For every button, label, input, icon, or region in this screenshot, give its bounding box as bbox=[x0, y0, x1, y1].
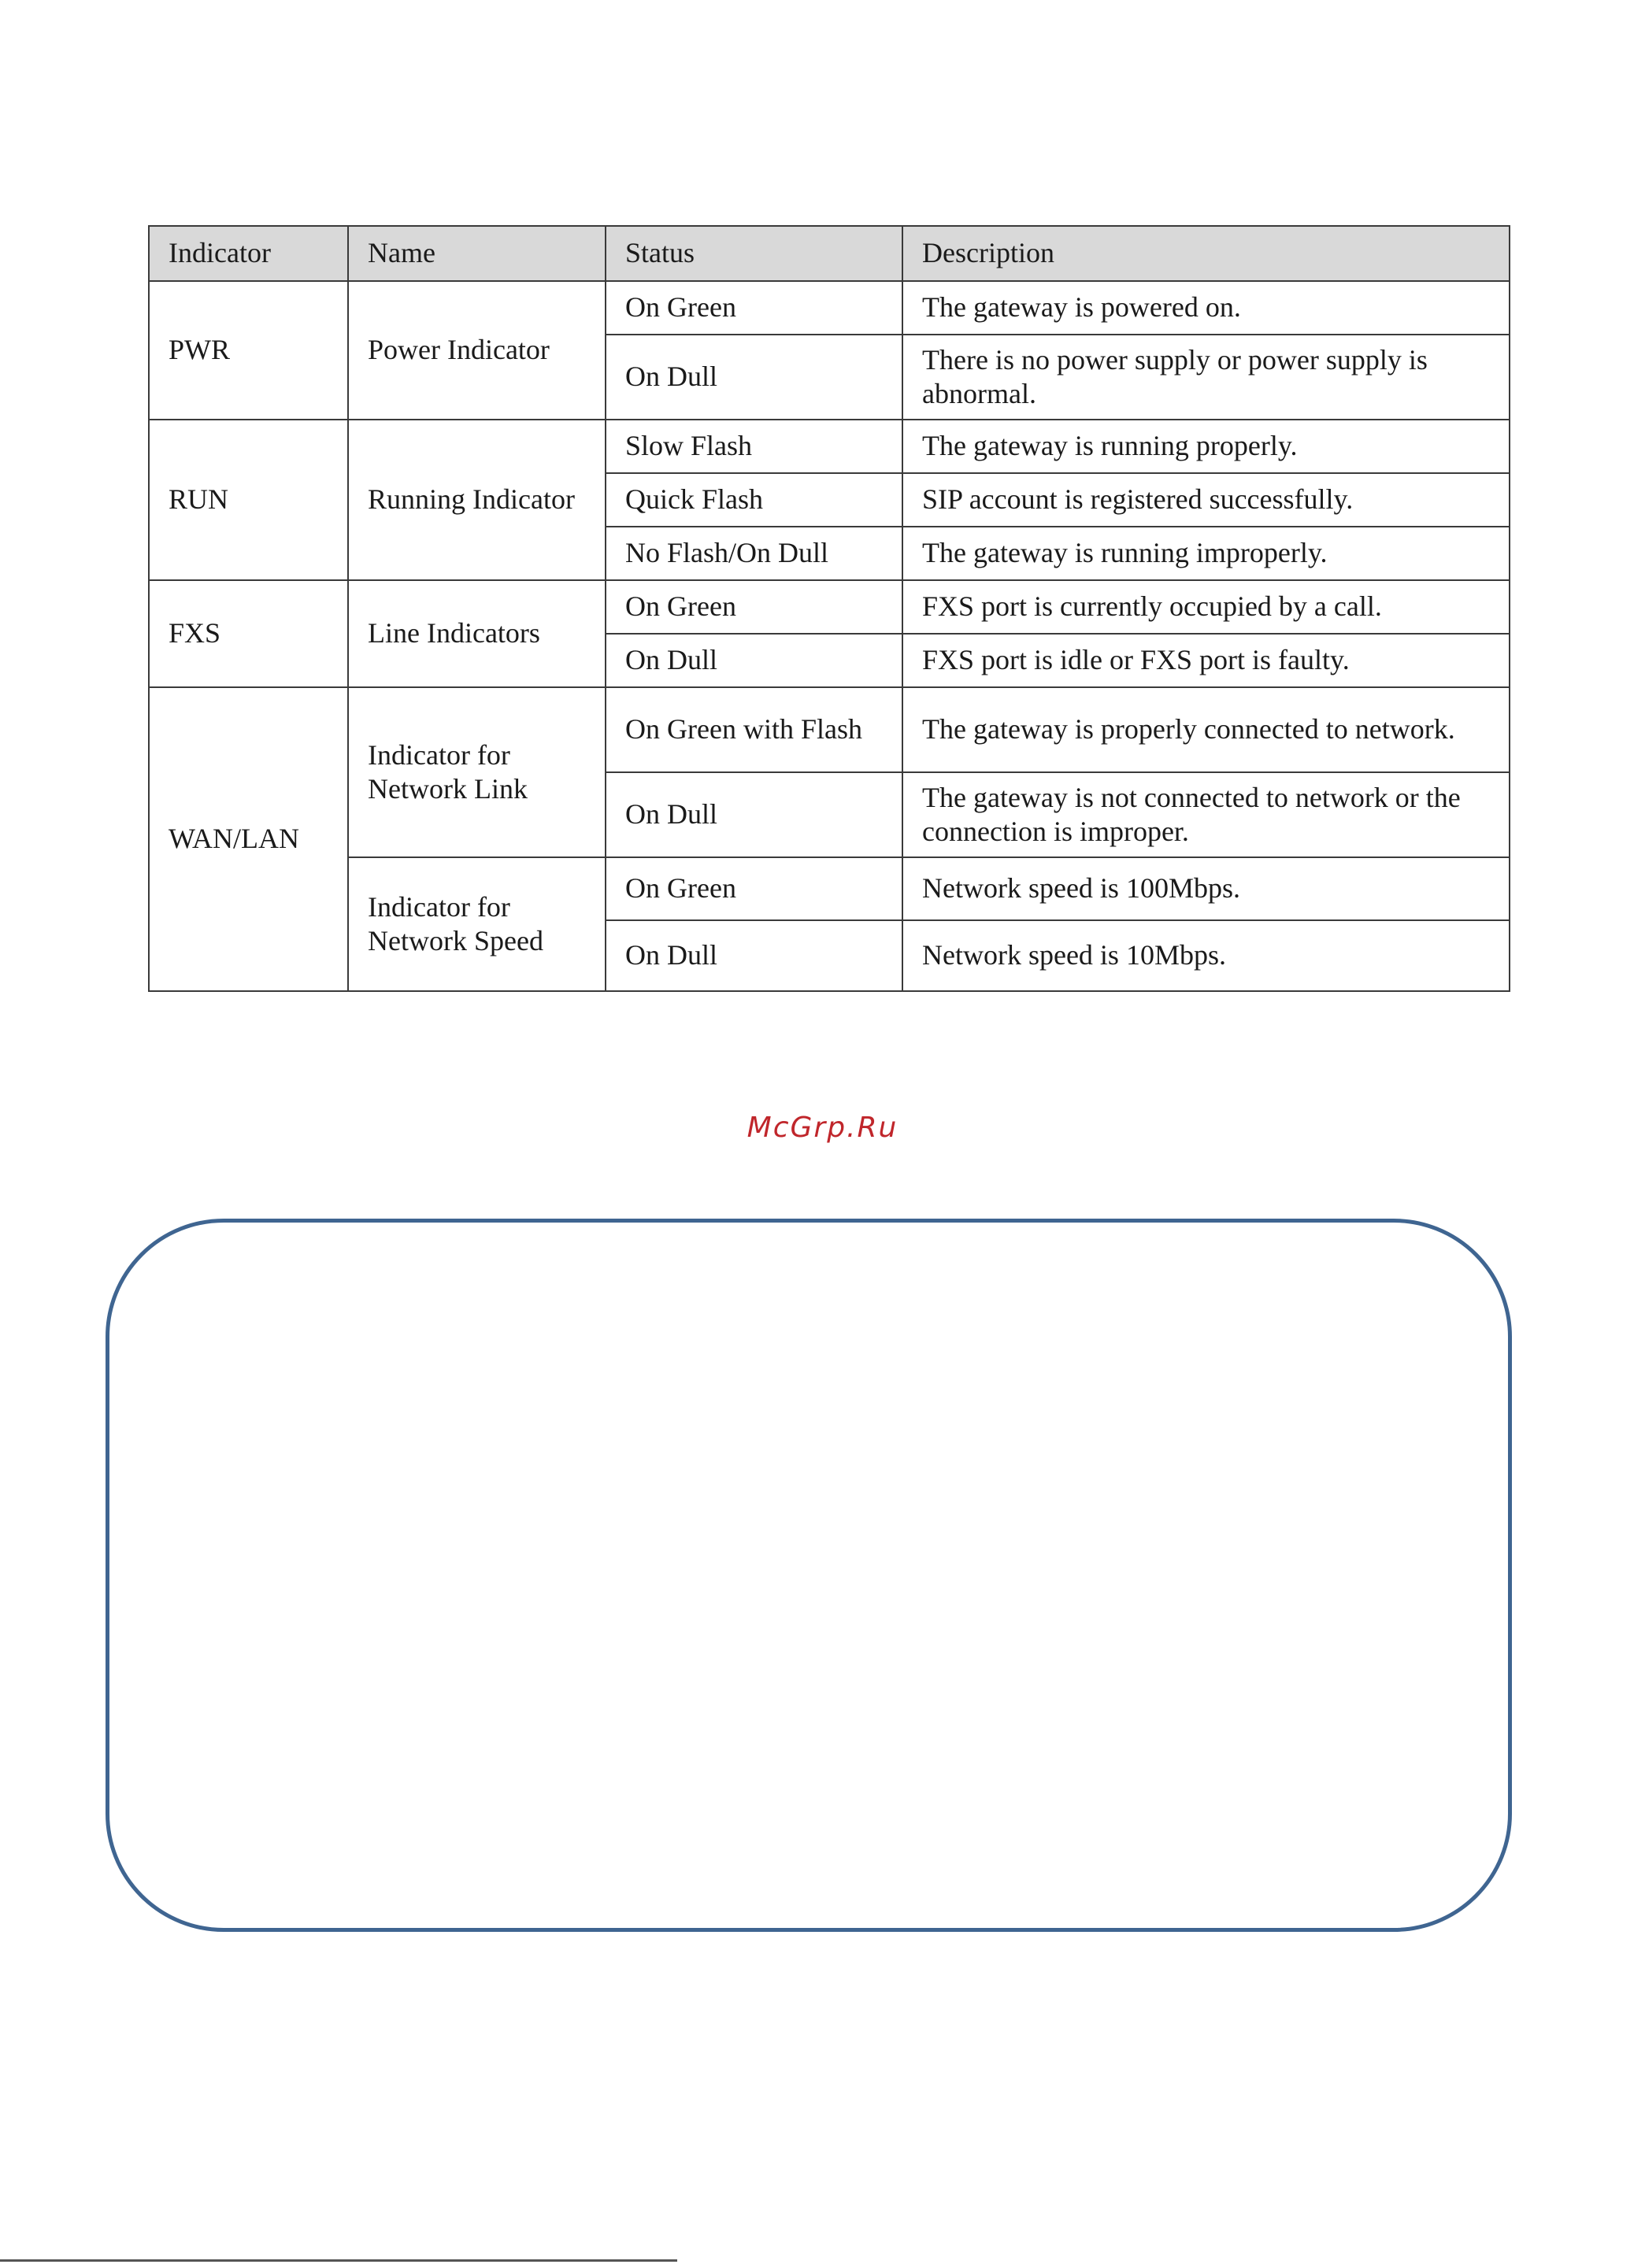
description-cell: SIP account is registered successfully. bbox=[902, 473, 1510, 527]
description-cell: The gateway is running improperly. bbox=[902, 527, 1510, 580]
description-cell: There is no power supply or power supply is abnormal. bbox=[902, 335, 1510, 420]
status-cell: Quick Flash bbox=[606, 473, 902, 527]
table-row bbox=[149, 420, 1510, 473]
status-cell: On Dull bbox=[606, 634, 902, 687]
table-row bbox=[149, 281, 1510, 335]
status-cell: On Green bbox=[606, 281, 902, 335]
status-cell: On Green bbox=[606, 857, 902, 920]
status-cell: On Dull bbox=[606, 335, 902, 420]
name-cell: Indicator for Network Link bbox=[348, 687, 606, 857]
description-cell: The gateway is not connected to network or the connection is improper. bbox=[902, 772, 1510, 857]
name-cell: Power Indicator bbox=[348, 281, 606, 420]
indicator-cell: RUN bbox=[149, 420, 348, 580]
status-cell: Slow Flash bbox=[606, 420, 902, 473]
name-cell: Indicator for Network Speed bbox=[348, 857, 606, 991]
watermark-text: McGrp.Ru bbox=[747, 1112, 898, 1144]
indicator-table bbox=[148, 225, 1510, 992]
description-cell: Network speed is 10Mbps. bbox=[902, 920, 1510, 991]
header-name: Name bbox=[348, 226, 606, 281]
status-cell: On Dull bbox=[606, 920, 902, 991]
indicator-cell: FXS bbox=[149, 580, 348, 687]
table-row bbox=[149, 580, 1510, 634]
status-cell: On Green bbox=[606, 580, 902, 634]
indicator-cell: WAN/LAN bbox=[149, 687, 348, 991]
indicator-cell: PWR bbox=[149, 281, 348, 420]
table-header-row bbox=[149, 226, 1510, 281]
name-cell: Line Indicators bbox=[348, 580, 606, 687]
description-cell: The gateway is running properly. bbox=[902, 420, 1510, 473]
table-row bbox=[149, 687, 1510, 772]
status-cell: No Flash/On Dull bbox=[606, 527, 902, 580]
description-cell: FXS port is idle or FXS port is faulty. bbox=[902, 634, 1510, 687]
description-cell: Network speed is 100Mbps. bbox=[902, 857, 1510, 920]
header-status: Status bbox=[606, 226, 902, 281]
footer-divider bbox=[0, 2259, 677, 2262]
description-cell: The gateway is powered on. bbox=[902, 281, 1510, 335]
name-cell: Running Indicator bbox=[348, 420, 606, 580]
table-row bbox=[149, 857, 1510, 920]
status-cell: On Dull bbox=[606, 772, 902, 857]
header-description: Description bbox=[902, 226, 1510, 281]
status-cell: On Green with Flash bbox=[606, 687, 902, 772]
description-cell: FXS port is currently occupied by a call. bbox=[902, 580, 1510, 634]
header-indicator: Indicator bbox=[149, 226, 348, 281]
rounded-frame bbox=[106, 1219, 1512, 1932]
description-cell: The gateway is properly connected to network. bbox=[902, 687, 1510, 772]
